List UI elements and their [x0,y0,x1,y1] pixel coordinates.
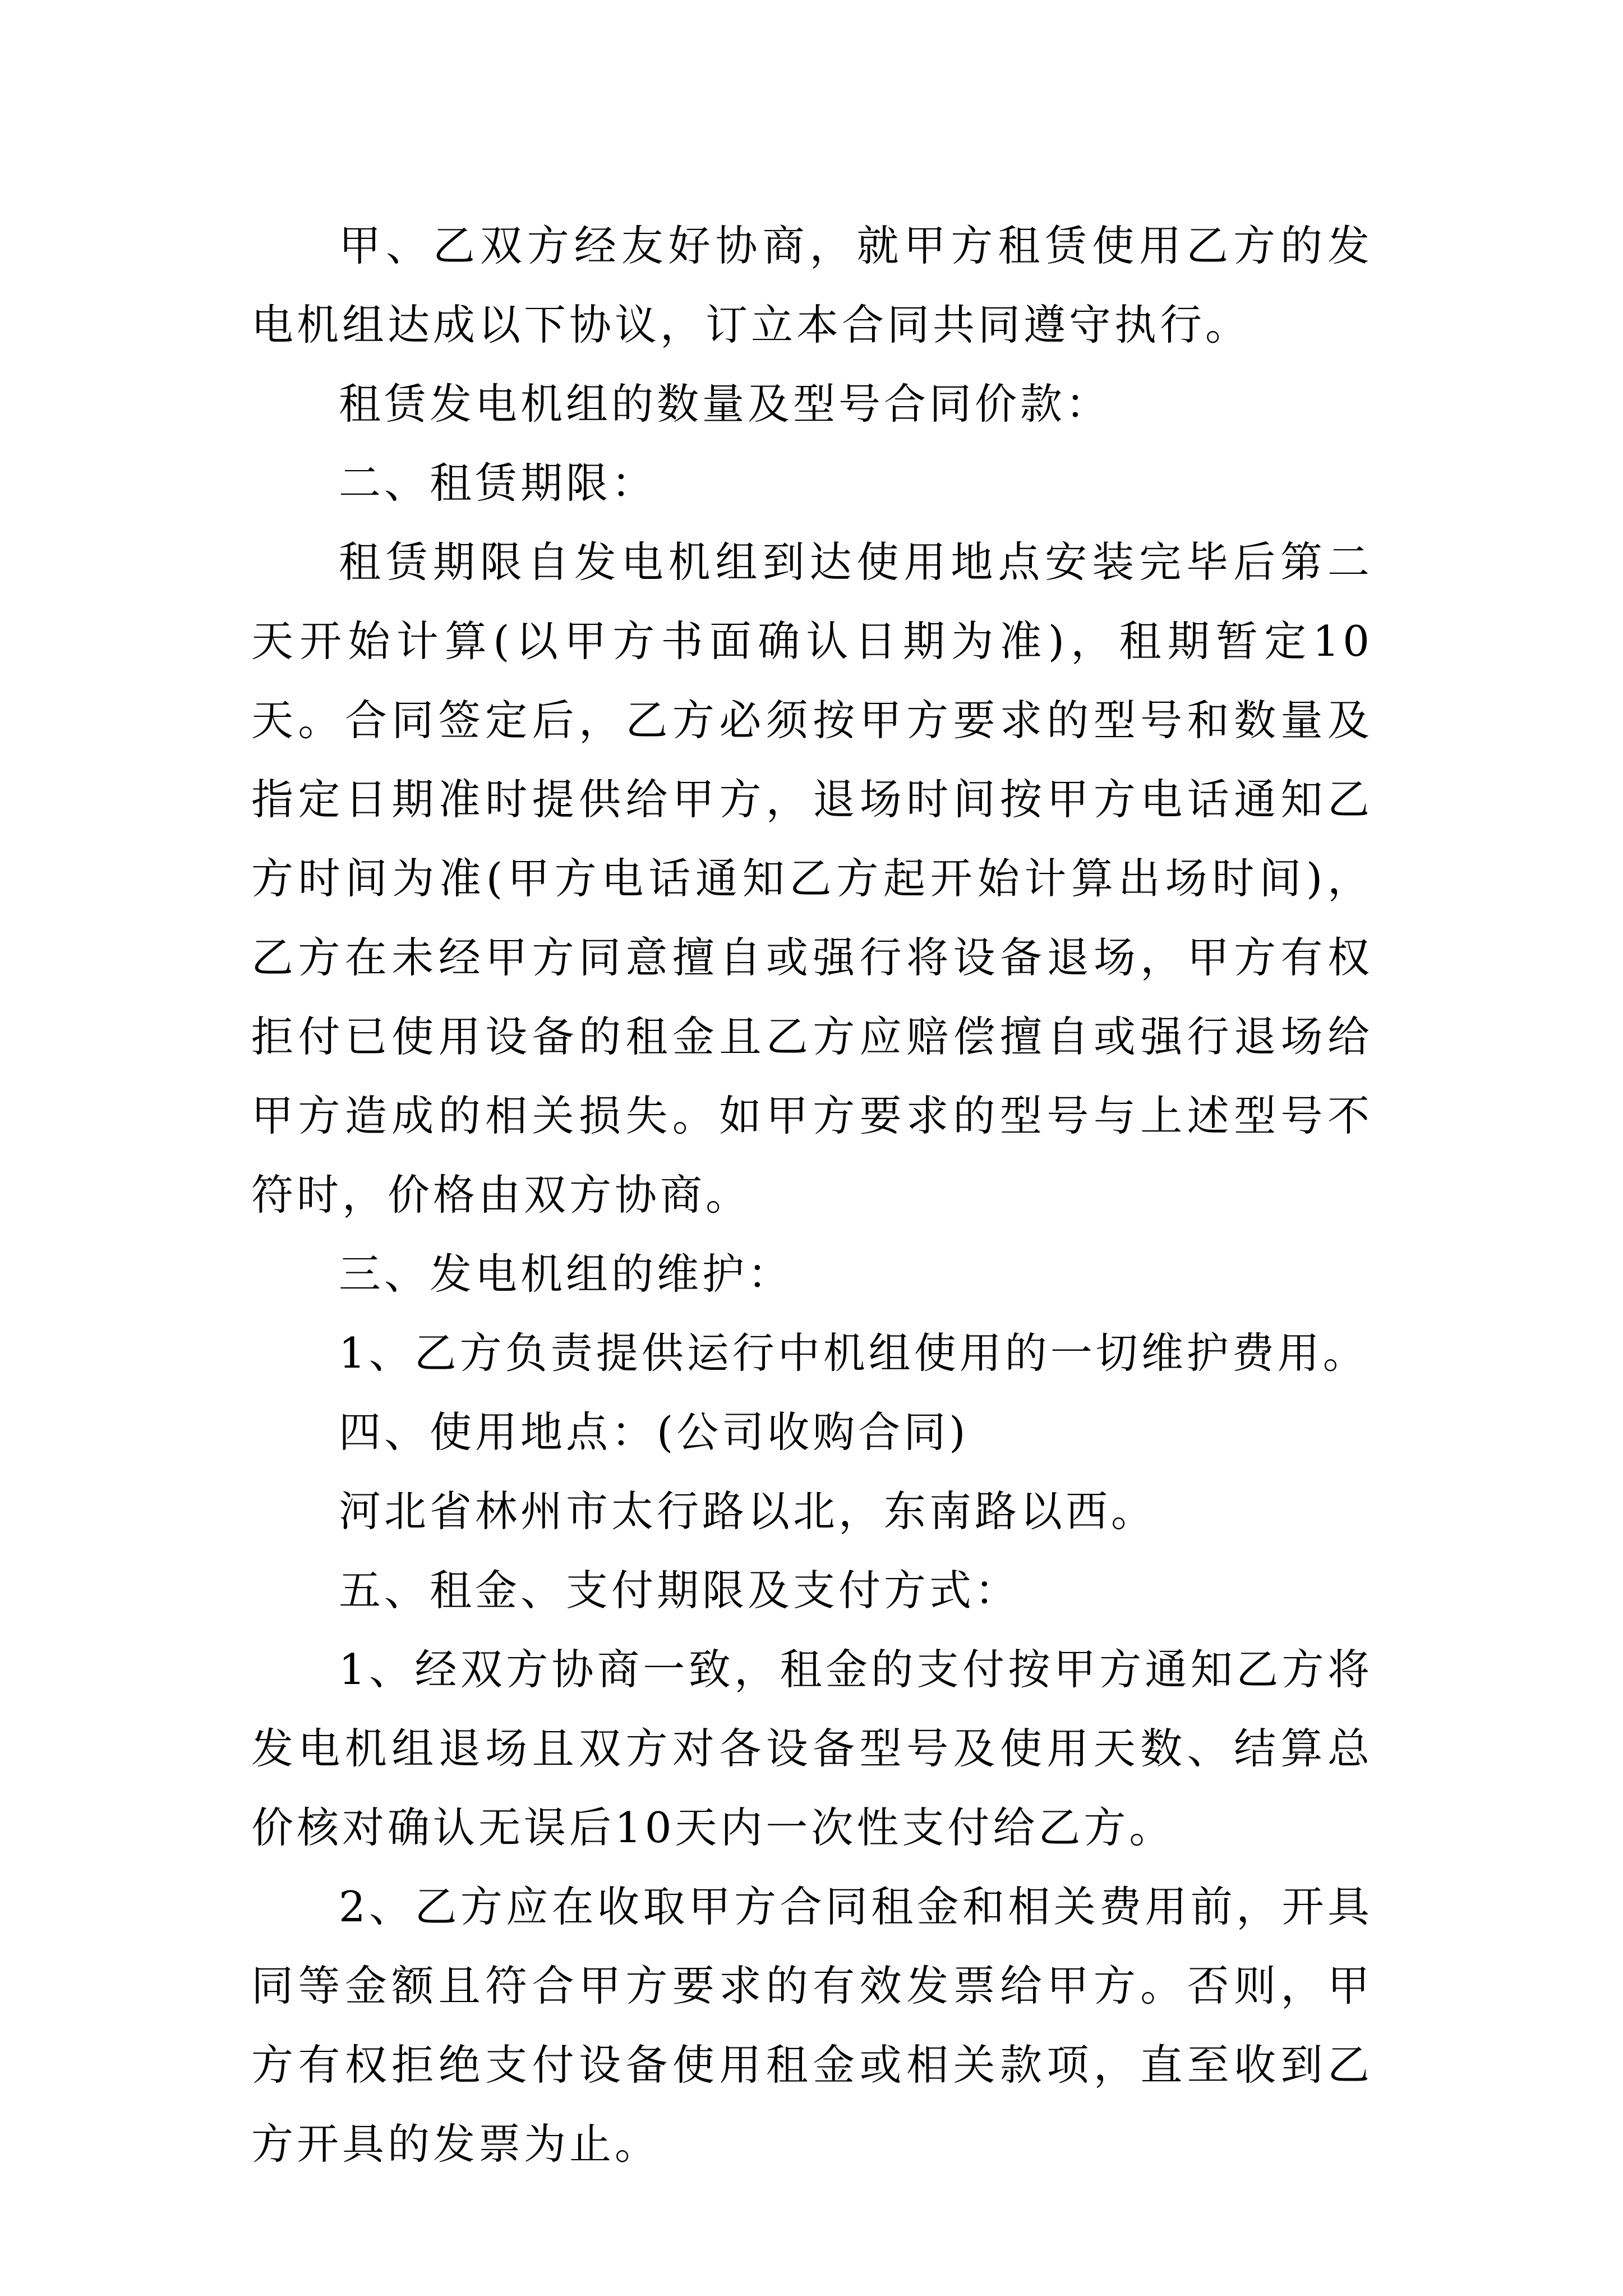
paragraph-payment-2: 2、乙方应在收取甲方合同租金和相关费用前，开具同等金额且符合甲方要求的有效发票给甲方。否则，甲方有权拒绝支付设备使用租金或相关款项，直至收到乙方开具的发票为止。 [251,1882,1373,2169]
heading-payment: 五、租金、支付期限及支付方式： [339,1566,1021,1615]
document-page [251,206,1373,2184]
paragraph-payment-1: 1、经双方协商一致，租金的支付按甲方通知乙方将发电机组退场且双方对各设备型号及使用天数、结算总价核对确认无误后10天内一次性支付给乙方。 [251,1645,1373,1852]
heading-location: 四、使用地点：(公司收购合同) [339,1407,969,1457]
paragraph-maintenance-1: 1、乙方负责提供运行中机组使用的一切维护费用。 [339,1328,1368,1378]
paragraph-quantity-model-price: 租赁发电机组的数量及型号合同价款： [339,379,1112,429]
paragraph-lease-term: 租赁期限自发电机组到达使用地点安装完毕后第二天开始计算(以甲方书面确认日期为准)，租期暂定10天。合同签定后，乙方必须按甲方要求的型号和数量及指定日期准时提供给甲方，退场时间按甲方电话通知乙方时间为准(甲方电话通知乙方起开始计算出场时间)，乙方在未经甲方同意擅自或强行将设备退场，甲方有权拒付已使用设备的租金且乙方应赔偿擅自或强行退场给甲方造成的相关损失。如甲方要求的型号与上述型号不符时，价格由双方协商。 [251,537,1373,1220]
heading-lease-term: 二、租赁期限： [339,458,657,508]
paragraph-location: 河北省林州市太行路以北，东南路以西。 [339,1487,1157,1536]
paragraph-intro: 甲、乙双方经友好协商，就甲方租赁使用乙方的发电机组达成以下协议，订立本合同共同遵守执行。 [251,221,1373,349]
heading-maintenance: 三、发电机组的维护： [339,1249,794,1299]
